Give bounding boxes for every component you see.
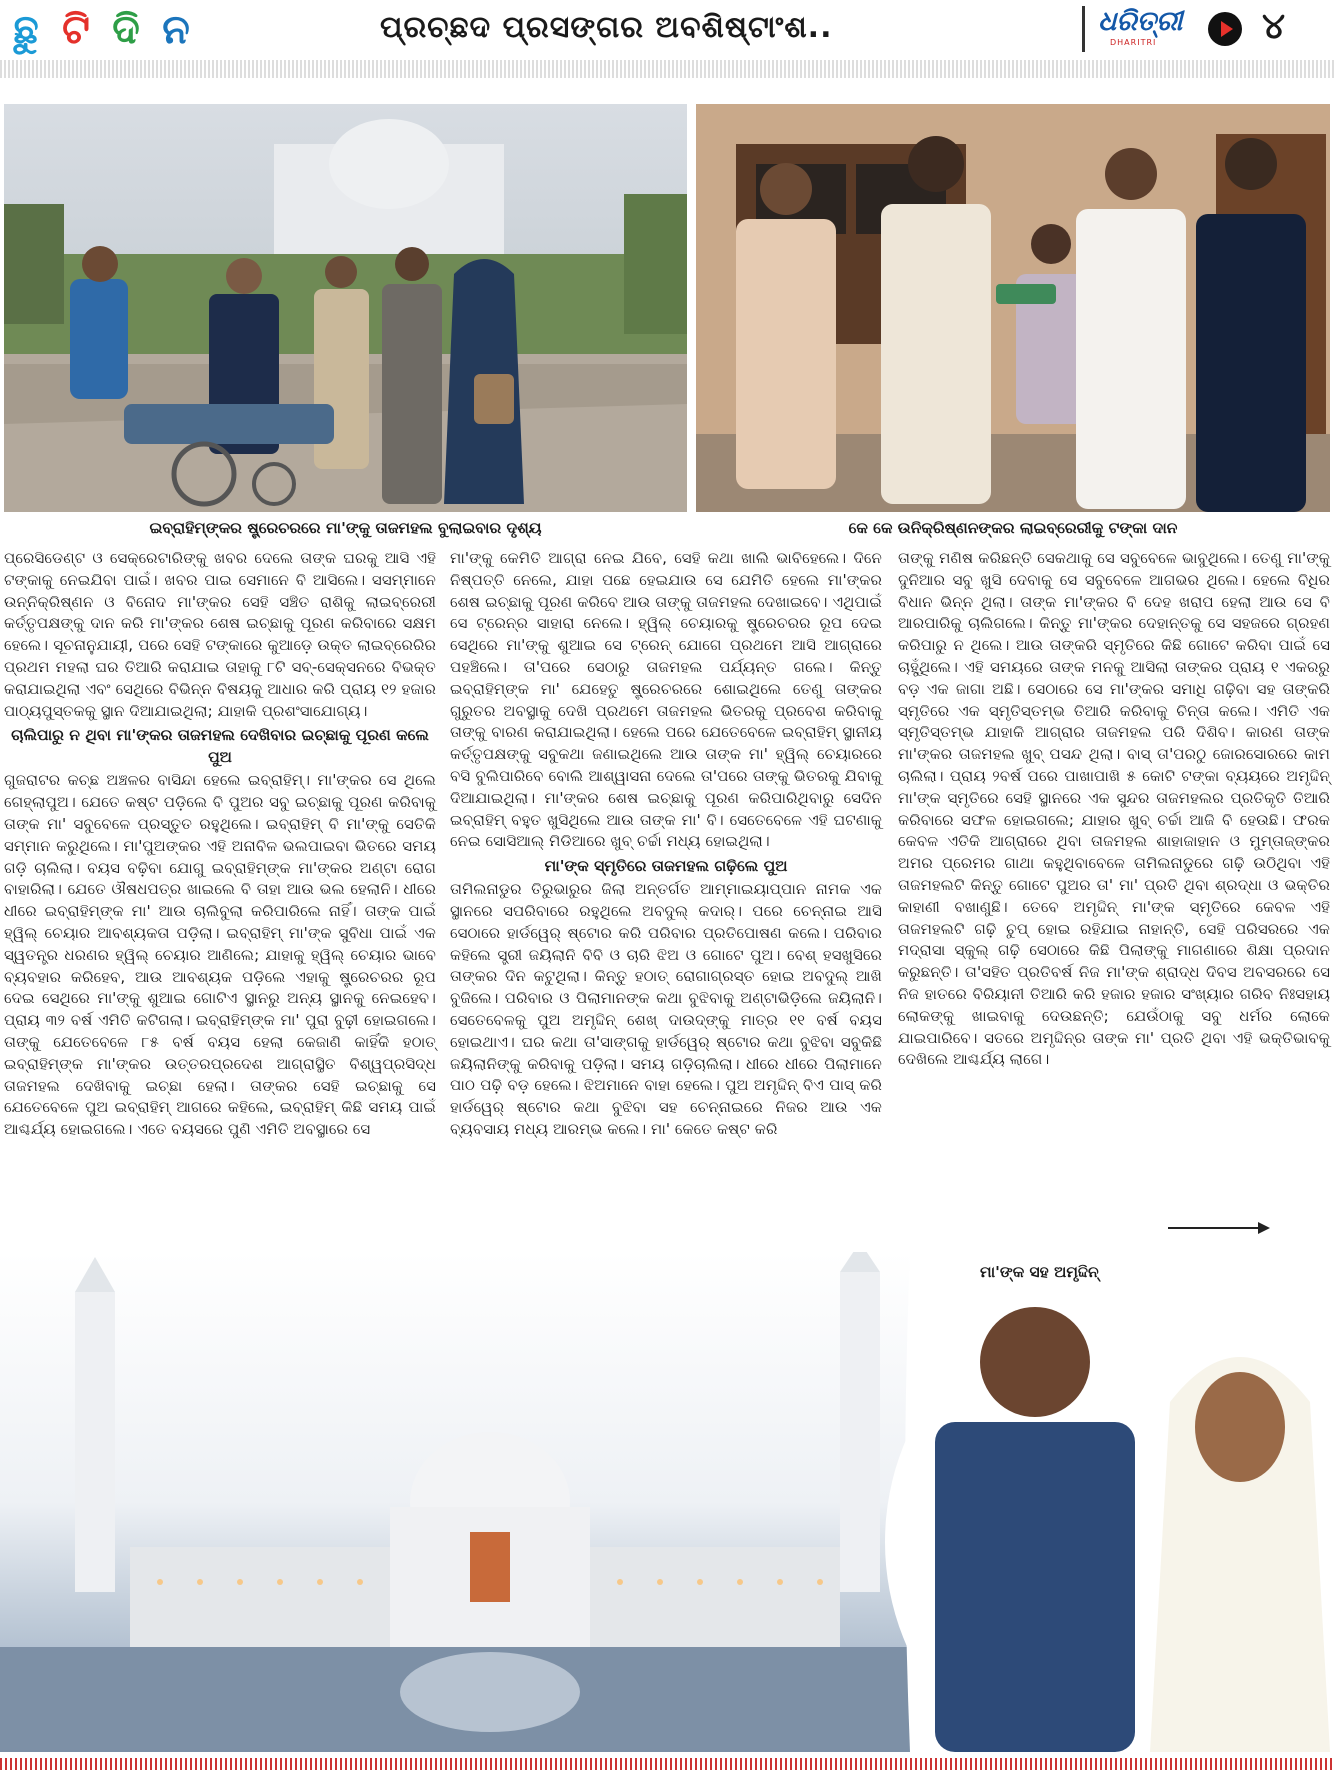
- play-icon: [1208, 12, 1242, 46]
- article-column-2: [450, 548, 882, 1141]
- section-title: ପ୍ରଚ୍ଛଦ ପ୍ରସଙ୍ଗର ଅବଶିଷ୍ଟାଂଶ..: [380, 10, 833, 45]
- newspaper-logo: ଧରିତ୍ରୀ: [1098, 6, 1183, 37]
- library-donation-photo: [696, 104, 1330, 512]
- taj-visit-caption: ଇବ୍ରାହିମ୍‌ଙ୍କର ଷ୍ଟ୍ରେଚରରେ ମା'ଙ୍କୁ ତାଜମହଲ ବୁଲାଇବାର ଦୃଶ୍ୟ: [149, 519, 542, 537]
- article-column-3: [898, 548, 1330, 1071]
- brand-letter-2: ଟି: [62, 7, 90, 53]
- taj-visit-photo: [4, 104, 687, 512]
- mother-son-caption: ମା'ଙ୍କ ସହ ଅମୃଦ୍ଦିନ୍: [980, 1263, 1099, 1281]
- subhead-taj-memory: ମା'ଙ୍କ ସ୍ମୃତିରେ ତାଜମହଲ ଗଢ଼ିଲେ ପୁଅ: [544, 857, 788, 876]
- masthead: [0, 0, 1335, 58]
- column-2-paragraph-1: ମା'ଙ୍କୁ କେମିତି ଆଗ୍ରା ନେଇ ଯିବେ, ସେହି କଥା ଖାଲି ଭାବିହେଲେ। ଦିନେ ନିଷ୍ପତ୍ତି ନେଲେ, ଯାହା ପଛେ ହେଇଯାଉ ସେ ଯେମିତି ହେଲେ ମା'ଙ୍କର ଶେଷ ଇଚ୍ଛାକୁ ପୂରଣ କରିବେ ଆଉ ତାଙ୍କୁ ତାଜମହଲ ଦେଖାଇବେ। ଏଥିପାଇଁ ସେ ଟ୍ରେନ୍‌ର ସାହାରା ନେଲେ। ହ୍ୱିଲ୍‌ ଚେୟାରକୁ ଷ୍ଟ୍ରେଚରର ରୂପ ଦେଇ ସେଥିରେ ମା'ଙ୍କୁ ଶୁଆଇ ସେ ଟ୍ରେନ୍‌ ଯୋଗେ ପ୍ରଥମେ ଆସି ଆଗ୍ରାରେ ପହଞ୍ଚିଲେ। ତା'ପରେ ସେଠାରୁ ତାଜମହଲ ପର୍ଯ୍ୟନ୍ତ ଗଲେ। କିନ୍ତୁ ଇବ୍ରାହିମ୍‌ଙ୍କ ମା' ଯେହେତୁ ଷ୍ଟ୍ରେଚରରେ ଶୋଇଥିଲେ ତେଣୁ ତାଙ୍କର ଗୁରୁତର ଅବସ୍ଥାକୁ ଦେଖି ପ୍ରଥମେ ତାଜମହଲ ଭିତରକୁ ପ୍ରବେଶ କରିବାକୁ ତାଙ୍କୁ ବାରଣ କରାଯାଇଥିଲା। ହେଲେ ପରେ ଯେତେବେଳେ ଇବ୍ରାହିମ୍‌ ସ୍ଥାନୀୟ କର୍ତ୍ତୃପକ୍ଷଙ୍କୁ ସବୁକଥା ଜଣାଇଥିଲେ ଆଉ ତାଙ୍କ ମା' ହ୍ୱିଲ୍‌ ଚେୟାରରେ ବସି ବୁଲିପାରିବେ ବୋଲି ଆଶ୍ୱାସନା ଦେଲେ ତା'ପରେ ତାଙ୍କୁ ଭିତରକୁ ଯିବାକୁ ଦିଆଯାଇଥିଲା। ମା'ଙ୍କର ଶେଷ ଇଚ୍ଛାକୁ ପୂରଣ କରିପାରିଥିବାରୁ ସେଦିନ ଇବ୍ରାହିମ୍‌ ବହୁତ ଖୁସିଥିଲେ ଆଉ ତାଙ୍କ ମା' ବି। ସେତେବେଳେ ଏହି ଘଟଣାକୁ ନେଇ ସୋସିଆଲ୍‌ ମିଡିଆରେ ଖୁବ୍‌ ଚର୍ଚ୍ଚା ମଧ୍ୟ ହୋଇଥିଲା।: [450, 549, 882, 851]
- header-divider: [1082, 6, 1085, 52]
- brand-letter-3: ଦି: [112, 7, 140, 53]
- subhead-taj-wish: ଚାଲିପାରୁ ନ ଥିବା ମା'ଙ୍କର ତାଜମହଲ ଦେଖିବାର ଇଚ୍ଛାକୁ ପୂରଣ କଲେ ପୁଅ: [11, 726, 429, 767]
- header-band: [0, 60, 1335, 78]
- column-3-paragraph-1: ତାଙ୍କୁ ମଣିଷ କରିଛନ୍ତି ସେକଥାକୁ ସେ ସବୁବେଳେ ଭାବୁଥିଲେ। ତେଣୁ ମା'ଙ୍କୁ ଦୁନିଆର ସବୁ ଖୁସି ଦେବାକୁ ସେ ସବୁବେଳେ ଆଗଭର ଥିଲେ। ହେଲେ ବିଧିର ବିଧାନ ଭିନ୍ନ ଥିଲା। ତାଙ୍କ ମା'ଙ୍କର ବି ଦେହ ଖରାପ ହେଲା ଆଉ ସେ ବି ଆରପାରିକୁ ଚାଲିଗଲେ। କିନ୍ତୁ ମା'ଙ୍କର ଦେହାନ୍ତକୁ ସେ ସହଜରେ ଗ୍ରହଣ କରିପାରୁ ନ ଥିଲେ। ଆଉ ତାଙ୍କରି ସ୍ମୃତିରେ କିଛି ଗୋଟେ କରିବା ପାଇଁ ସେ ଚାହୁଁଥିଲେ। ଏହି ସମୟରେ ତାଙ୍କ ମନକୁ ଆସିଲା ତାଙ୍କର ପ୍ରାୟ ୧ ଏକରରୁ ବଡ଼ ଏକ ଜାଗା ଅଛି। ସେଠାରେ ସେ ମା'ଙ୍କର ସମାଧି ଗଢ଼ିବା ସହ ତାଙ୍କରି ସ୍ମୃତିରେ ଏକ ସ୍ମୃତିସ୍ତମ୍ଭ ତିଆରି କରିବାକୁ ଚିନ୍ତା କଲେ। ଏମିତି ଏକ ସ୍ମୃତିସ୍ତମ୍ଭ ଯାହାକି ଆଗ୍ରାର ତାଜମହଲ ପରି ଦିଶିବ। କାରଣ ତାଙ୍କ ମା'ଙ୍କର ତାଜମହଲ ଖୁବ୍‌ ପସନ୍ଦ ଥିଲା। ବାସ୍‌ ତା'ପରଠୁ ଜୋରସୋରରେ କାମ ଚାଲିଲା। ପ୍ରାୟ ୨ବର୍ଷ ପରେ ପାଖାପାଖି ୫ କୋଟି ଟଙ୍କା ବ୍ୟୟରେ ଅମୃଦ୍ଦିନ୍‌ ମା'ଙ୍କ ସ୍ମୃତିରେ ସେହି ସ୍ଥାନରେ ଏକ ସୁନ୍ଦର ତାଜମହଲର ପ୍ରତିକୃତି ତିଆରି କରିବାରେ ସଫଳ ହୋଇଗଲେ; ଯାହାର ଖୁବ୍‌ ଚର୍ଚ୍ଚା ଆଜି ବି ହେଉଛି। ଫରକ କେବଳ ଏତିକି ଆଗ୍ରାରେ ଥିବା ତାଜମହଲ ଶାହାଜାହାନ ଓ ମୁମ୍‌ତାଜ୍‌ଙ୍କର ଅମର ପ୍ରେମର ଗାଥା କହୁଥିବାବେଳେ ତାମିଲନାଡୁରେ ଗଢ଼ି ଉଠିଥିବା ଏହି ତାଜମହଲଟି କିନ୍ତୁ ଗୋଟେ ପୁଅର ତା' ମା' ପ୍ରତି ଥିବା ଶ୍ରଦ୍ଧା ଓ ଭକ୍ତିର କାହାଣୀ ବଖାଣୁଛି। ତେବେ ଅମୃଦ୍ଦିନ୍‌ ମା'ଙ୍କ ସ୍ମୃତିରେ କେବଳ ଏହି ତାଜମହଲଟି ଗଢ଼ି ଚୁପ୍‌ ହୋଇ ରହିଯାଇ ନାହାନ୍ତି, ସେହି ପରିସରରେ ଏକ ମଦ୍ରାସା ସ୍କୁଲ୍‌ ଗଢ଼ି ସେଠାରେ କିଛି ପିଲାଙ୍କୁ ମାଗଣାରେ ଶିକ୍ଷା ପ୍ରଦାନ କରୁଛନ୍ତି। ତା'ସହିତ ପ୍ରତିବର୍ଷ ନିଜ ମା'ଙ୍କ ଶ୍ରାଦ୍ଧ ଦିବସ ଅବସରରେ ସେ ନିଜ ହାତରେ ବିରିୟାନୀ ତିଆରି କରି ହଜାର ହଜାର ସଂଖ୍ୟାର ଗରିବ ନିଃସହାୟ ଲୋକଙ୍କୁ ଖାଇବାକୁ ଦେଉଛନ୍ତି; ଯେଉଁଠାକୁ ସବୁ ଧର୍ମର ଲୋକେ ଯାଇପାରିବେ। ସତରେ ଅମୃଦ୍ଦିନ୍‌ର ତାଙ୍କ ମା' ପ୍ରତି ଥିବା ଏହି ଭକ୍ତିଭାବକୁ ଦେଖିଲେ ଆଶ୍ଚର୍ଯ୍ୟ ଲାଗେ।: [898, 549, 1330, 1069]
- library-donation-caption: କେ କେ ଉନିକ୍ରିଷ୍ଣନଙ୍କର ଲାଇବ୍ରେରୀକୁ ଟଙ୍କା ଦାନ: [848, 519, 1178, 537]
- column-1-paragraph-1: ପ୍ରେସିଡେଣ୍ଟ ଓ ସେକ୍ରେଟାରିଙ୍କୁ ଖବର ଦେଲେ ତାଙ୍କ ଘରକୁ ଆସି ଏହି ଟଙ୍କାକୁ ନେଇଯିବା ପାଇଁ। ଖବର ପାଇ ସେମାନେ ବି ଆସିଲେ। ସସମ୍ମାନେ ଉନ୍ନିକ୍ରିଷ୍ଣନ ଓ ବିନୋଦ ମା'ଙ୍କର ସେହି ସଞ୍ଚିତ ରାଶିକୁ ଲାଇବ୍ରେରୀ କର୍ତ୍ତୃପକ୍ଷଙ୍କୁ ଦାନ କରି ମା'ଙ୍କର ଶେଷ ଇଚ୍ଛାକୁ ପୂରଣ କରିବାରେ ସକ୍ଷମ ହେଲେ। ସୂଚନାନୁଯାୟୀ, ପରେ ସେହି ଟଙ୍କାରେ କୁଆଡ଼େ ଉକ୍ତ ଲାଇବ୍ରେରିର ପ୍ରଥମ ମହଲା ଘର ତିଆରି କରାଯାଇ ତାହାକୁ ୮ଟି ସବ୍‌-ସେକ୍ସନରେ ବିଭକ୍ତ କରାଯାଇଥିଲା ଏବଂ ସେଥିରେ ବିଭିନ୍ନ ବିଷୟକୁ ଆଧାର କରି ପ୍ରାୟ ୧୨ ହଜାର ପାଠ୍ୟପୁସ୍ତକକୁ ସ୍ଥାନ ଦିଆଯାଇଥିଲା; ଯାହାକି ପ୍ରଶଂସାଯୋଗ୍ୟ।: [4, 549, 436, 720]
- brand-letter-1: ଛୁ: [13, 7, 39, 53]
- taj-replica-photo: [0, 1252, 1335, 1752]
- page-number: ୪: [1262, 6, 1286, 47]
- column-1-paragraph-2: ଗୁଜରାଟର କଚ୍ଛ ଅଞ୍ଚଳର ବାସିନ୍ଦା ହେଲେ ଇବ୍ରାହିମ୍‌। ମା'ଙ୍କର ସେ ଥିଲେ ଗେହ୍ଲାପୁଅ। ଯେତେ କଷ୍ଟ ପଡ଼ିଲେ ବି ପୁଅର ସବୁ ଇଚ୍ଛାକୁ ପୂରଣ କରିବାକୁ ତାଙ୍କ ମା' ସବୁବେଳେ ପ୍ରସ୍ତୁତ ରହୁଥିଲେ। ଇବ୍ରାହିମ୍‌ ବି ମା'ଙ୍କୁ ସେତିକି ସମ୍ମାନ କରୁଥିଲେ। ମା'ପୁଅଙ୍କର ଏହି ଅନାବିଳ ଭଲପାଇବା ଭିତରେ ସମୟ ଗଡ଼ି ଚାଲିଲା। ବୟସ ବଢ଼ିବା ଯୋଗୁ ଇବ୍ରାହିମ୍‌ଙ୍କ ମା'ଙ୍କର ଅଣ୍ଟା ରୋଗ ବାହାରିଲା। ଯେତେ ଔଷଧପତ୍ର ଖାଇଲେ ବି ତାହା ଆଉ ଭଲ ହେଲାନି। ଧୀରେ ଧୀରେ ଇବ୍ରାହିମ୍‌ଙ୍କ ମା' ଆଉ ଚାଲିବୁଲା କରିପାରିଲେ ନାହିଁ। ତାଙ୍କ ପାଇଁ ହ୍ୱିଲ୍‌ ଚେୟାର ଆବଶ୍ୟକତା ପଡ଼ିଲା। ଇବ୍ରାହିମ୍‌ ମା'ଙ୍କ ସୁବିଧା ପାଇଁ ଏକ ସ୍ୱତନ୍ତ୍ର ଧରଣର ହ୍ୱିଲ୍‌ ଚେୟାର ଆଣିଲେ; ଯାହାକୁ ହ୍ୱିଲ୍‌ ଚେୟାର ଭାବେ ବ୍ୟବହାର କରିହେବ, ଆଉ ଆବଶ୍ୟକ ପଡ଼ିଲେ ଏହାକୁ ଷ୍ଟ୍ରେଚରର ରୂପ ଦେଇ ସେଥିରେ ମା'ଙ୍କୁ ଶୁଆଇ ଗୋଟିଏ ସ୍ଥାନରୁ ଅନ୍ୟ ସ୍ଥାନକୁ ନେଇହେବ। ପ୍ରାୟ ୩୨ ବର୍ଷ ଏମିତି କଟିଗଲା। ଇବ୍ରାହିମ୍‌ଙ୍କ ମା' ପୁରା ବୁଢ଼ୀ ହୋଇଗଲେ। ତାଙ୍କୁ ଯେତେବେଳେ ୮୫ ବର୍ଷ ବୟସ ହେଲା କେଜାଣି କାହିଁକି ହଠାତ୍‌ ଇବ୍ରାହିମ୍‌ଙ୍କ ମା'ଙ୍କର ଉତ୍ତରପ୍ରଦେଶ ଆଗ୍ରାସ୍ଥିତ ବିଶ୍ୱପ୍ରସିଦ୍ଧ ତାଜମହଲ ଦେଖିବାକୁ ଇଚ୍ଛା ହେଲା। ତାଙ୍କର ସେହି ଇଚ୍ଛାକୁ ସେ ଯେତେବେଳେ ପୁଅ ଇବ୍ରାହିମ୍‌ ଆଗରେ କହିଲେ, ଇବ୍ରାହିମ୍‌ କିଛି ସମୟ ପାଇଁ ଆଶ୍ଚର୍ଯ୍ୟ ହୋଇଗଲେ। ଏତେ ବୟସରେ ପୁଣି ଏମିତି ଅବସ୍ଥାରେ ସେ: [4, 771, 436, 1139]
- newspaper-logo-sub: DHARITRI: [1110, 38, 1157, 47]
- brand-letter-4: ନ: [162, 7, 190, 53]
- column-2-paragraph-2: ତାମିଲନାଡୁର ତିରୁଭାରୁର ଜିଲା ଅନ୍ତର୍ଗତ ଆମ୍ମାଇୟାପ୍ପାନ ନାମକ ଏକ ସ୍ଥାନରେ ସପରିବାରେ ରହୁଥିଲେ ଅବଦୁଲ୍‌ କଦାର୍‌। ପରେ ଚେନ୍ନାଇ ଆସି ସେଠାରେ ହାର୍ଡୱେର୍‌ ଷ୍ଟୋର କରି ପରିବାର ପ୍ରତିପୋଷଣ କଲେ। ପରିବାର କହିଲେ ସ୍ତ୍ରୀ ଜୟିଲାନି ବିବି ଓ ଚାରି ଝିଅ ଓ ଗୋଟେ ପୁଅ। ବେଶ୍‌ ହସଖୁସିରେ ତାଙ୍କର ଦିନ କଟୁଥିଲା। କିନ୍ତୁ ହଠାତ୍‌ ରୋଗାଗ୍ରସ୍ତ ହୋଇ ଅବଦୁଲ୍‌ ଆଖି ବୁଜିଲେ। ପରିବାର ଓ ପିଲାମାନଙ୍କ କଥା ବୁଝିବାକୁ ଅଣ୍ଟାଭିଡ଼ିଲେ ଜୟିଲାନି। ସେତେବେଳକୁ ପୁଅ ଅମୃଦ୍ଦିନ୍‌ ଶେଖ୍‌ ଦାଉଦ୍‌ଙ୍କୁ ମାତ୍ର ୧୧ ବର୍ଷ ବୟସ ହୋଇଥାଏ। ଘର କଥା ତା'ସାଙ୍ଗକୁ ହାର୍ଡୱେର୍‌ ଷ୍ଟୋର କଥା ବୁଝିବା ସବୁକିଛି ଜୟିଲାନିଙ୍କୁ କରିବାକୁ ପଡ଼ିଲା। ସମୟ ଗଡ଼ିଚାଲିଲା। ଧୀରେ ଧୀରେ ପିଲାମାନେ ପାଠ ପଢ଼ି ବଡ଼ ହେଲେ। ଝିଅମାନେ ବାହା ହେଲେ। ପୁଅ ଅମୃଦ୍ଦିନ୍‌ ବିଏ ପାସ୍‌ କରି ହାର୍ଡୱେର୍‌ ଷ୍ଟୋର କଥା ବୁଝିବା ସହ ଚେନ୍ନାଇରେ ନିଜର ଆଉ ଏକ ବ୍ୟବସାୟ ମଧ୍ୟ ଆରମ୍ଭ କଲେ। ମା' କେତେ କଷ୍ଟ କରି: [450, 880, 882, 1138]
- footer-band: [0, 1758, 1335, 1770]
- article-column-1: [4, 548, 436, 1141]
- continue-arrow-icon: [1168, 1227, 1268, 1229]
